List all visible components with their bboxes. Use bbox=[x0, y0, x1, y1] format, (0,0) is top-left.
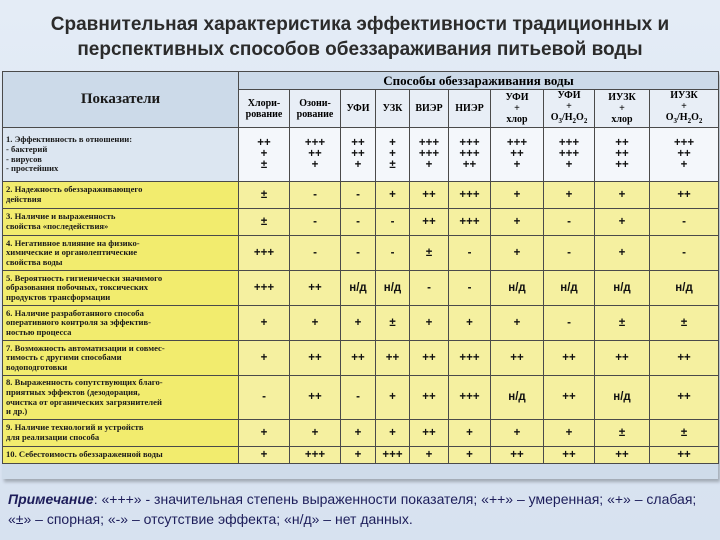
table-row bbox=[3, 236, 719, 271]
column-header-line: хлор bbox=[506, 114, 528, 125]
rating-cell: ++ bbox=[595, 341, 650, 376]
rating-cell: ++ ++ + bbox=[341, 128, 376, 182]
rating-cell: +++ ++ + bbox=[650, 128, 719, 182]
rating-cell: н/д bbox=[376, 271, 410, 306]
rating-cell: +++ ++ + bbox=[290, 128, 341, 182]
rating-cell: ++ bbox=[595, 447, 650, 464]
rating-cell: + bbox=[239, 447, 290, 464]
indicator-label: 2. Надежность обеззараживающего действия bbox=[3, 182, 239, 209]
rating-cell: - bbox=[290, 182, 341, 209]
rating-cell: - bbox=[341, 236, 376, 271]
rating-cell: +++ bbox=[449, 182, 491, 209]
rating-cell: н/д bbox=[544, 271, 595, 306]
rating-cell: ++ bbox=[650, 376, 719, 420]
rating-cell: +++ bbox=[376, 447, 410, 464]
column-header bbox=[239, 90, 290, 128]
table-row bbox=[3, 341, 719, 376]
rating-cell: - bbox=[239, 376, 290, 420]
title-line-1: Сравнительная характеристика эффективности традиционных и bbox=[50, 14, 670, 35]
rating-cell: + + ± bbox=[376, 128, 410, 182]
column-header-line: рование bbox=[296, 108, 334, 120]
rating-cell: - bbox=[544, 306, 595, 341]
table-row bbox=[3, 182, 719, 209]
rating-cell: +++ bbox=[449, 209, 491, 236]
rating-cell: +++ bbox=[290, 447, 341, 464]
rating-cell: ++ + ± bbox=[239, 128, 290, 182]
rating-cell: - bbox=[376, 236, 410, 271]
column-header-line: хлор bbox=[611, 114, 633, 125]
rating-cell: + bbox=[239, 341, 290, 376]
title-line-2: перспективных способов обеззараживания питьевой воды bbox=[77, 39, 643, 60]
rating-cell: ++ bbox=[341, 341, 376, 376]
column-header bbox=[341, 90, 376, 128]
rating-cell: +++ ++ + bbox=[491, 128, 544, 182]
rating-cell: ++ bbox=[544, 447, 595, 464]
table-row bbox=[3, 306, 719, 341]
column-header-line: НИЭР bbox=[455, 103, 484, 114]
rating-cell: ± bbox=[595, 306, 650, 341]
rating-cell: - bbox=[449, 236, 491, 271]
rating-cell: н/д bbox=[595, 271, 650, 306]
rating-cell: + bbox=[544, 420, 595, 447]
rating-cell: + bbox=[410, 306, 449, 341]
rating-cell: ++ bbox=[650, 341, 719, 376]
rating-cell: + bbox=[290, 420, 341, 447]
rating-cell: - bbox=[376, 209, 410, 236]
rating-cell: ± bbox=[376, 306, 410, 341]
methods-header: Способы обеззараживания воды bbox=[239, 72, 719, 90]
rating-cell: - bbox=[341, 376, 376, 420]
column-header-line: ИУЗК bbox=[670, 90, 698, 101]
rating-cell: ++ bbox=[410, 341, 449, 376]
column-header-line: ВИЭР bbox=[415, 103, 443, 114]
rating-cell: ++ bbox=[544, 376, 595, 420]
footnote-label: Примечание bbox=[8, 491, 94, 507]
table-row bbox=[3, 128, 719, 182]
column-header bbox=[290, 90, 341, 128]
comparison-table bbox=[2, 71, 719, 464]
column-header bbox=[595, 90, 650, 128]
rating-cell: +++ bbox=[239, 271, 290, 306]
rating-cell: ++ ++ ++ bbox=[595, 128, 650, 182]
rating-cell: ++ bbox=[491, 341, 544, 376]
rating-cell: + bbox=[449, 420, 491, 447]
rating-cell: - bbox=[341, 182, 376, 209]
rating-cell: - bbox=[544, 209, 595, 236]
column-header-line: УФИ bbox=[557, 90, 581, 101]
rating-cell: + bbox=[544, 182, 595, 209]
rating-cell: ++ bbox=[290, 341, 341, 376]
rating-cell: + bbox=[376, 420, 410, 447]
rating-cell: +++ +++ + bbox=[544, 128, 595, 182]
indicator-label: 4. Негативное влияние на физико- химические и органолептические свойства воды bbox=[3, 236, 239, 271]
column-header-line: + bbox=[619, 103, 625, 114]
rating-cell: ++ bbox=[410, 376, 449, 420]
rating-cell: ± bbox=[650, 420, 719, 447]
rating-cell: + bbox=[410, 447, 449, 464]
rating-cell: н/д bbox=[650, 271, 719, 306]
column-header-line: + bbox=[514, 103, 520, 114]
rating-cell: ++ bbox=[376, 341, 410, 376]
rating-cell: ± bbox=[239, 209, 290, 236]
rating-cell: +++ +++ ++ bbox=[449, 128, 491, 182]
rating-cell: + bbox=[239, 420, 290, 447]
rating-cell: - bbox=[650, 236, 719, 271]
column-header-line: + bbox=[566, 101, 572, 112]
column-header-line: УЗК bbox=[382, 103, 403, 114]
rating-cell: + bbox=[449, 447, 491, 464]
rating-cell: + bbox=[449, 306, 491, 341]
table-row bbox=[3, 447, 719, 464]
rating-cell: + bbox=[376, 182, 410, 209]
rating-cell: + bbox=[341, 306, 376, 341]
rating-cell: ++ bbox=[290, 376, 341, 420]
column-header-line: Озони- bbox=[299, 97, 331, 109]
rating-cell: - bbox=[341, 209, 376, 236]
rating-cell: + bbox=[341, 420, 376, 447]
rating-cell: - bbox=[290, 236, 341, 271]
column-header bbox=[650, 90, 719, 128]
rating-cell: + bbox=[595, 182, 650, 209]
rating-cell: ++ bbox=[650, 182, 719, 209]
column-header bbox=[410, 90, 449, 128]
rating-cell: ++ bbox=[410, 420, 449, 447]
rating-cell: +++ bbox=[449, 376, 491, 420]
rating-cell: + bbox=[491, 182, 544, 209]
rating-cell: н/д bbox=[491, 271, 544, 306]
indicator-label: 6. Наличие разработанного способа оперативного контроля за эффектив- ностью процесса bbox=[3, 306, 239, 341]
column-header bbox=[449, 90, 491, 128]
rating-cell: + bbox=[595, 236, 650, 271]
rating-cell: + bbox=[491, 420, 544, 447]
rating-cell: н/д bbox=[595, 376, 650, 420]
rating-cell: - bbox=[290, 209, 341, 236]
rating-cell: + bbox=[491, 209, 544, 236]
rating-cell: ± bbox=[410, 236, 449, 271]
indicator-label: 9. Наличие технологий и устройств для реализации способа bbox=[3, 420, 239, 447]
column-header-line: $O_3/H_2O_2$ bbox=[665, 112, 703, 125]
rating-cell: ± bbox=[650, 306, 719, 341]
column-header-line: Хлори- bbox=[247, 97, 281, 109]
column-header-line: УФИ bbox=[505, 92, 529, 103]
indicator-label: 1. Эффективность в отношении: - бактерий - вирусов - простейших bbox=[3, 128, 239, 182]
rating-cell: ± bbox=[595, 420, 650, 447]
rating-cell: - bbox=[410, 271, 449, 306]
rating-cell: +++ bbox=[239, 236, 290, 271]
rating-cell: +++ bbox=[449, 341, 491, 376]
rating-cell: н/д bbox=[491, 376, 544, 420]
column-header bbox=[491, 90, 544, 128]
column-header-line: рование bbox=[245, 108, 283, 120]
rating-cell: - bbox=[449, 271, 491, 306]
rating-cell: ++ bbox=[491, 447, 544, 464]
rating-cell: + bbox=[239, 306, 290, 341]
rating-cell: + bbox=[491, 236, 544, 271]
table-footnote bbox=[8, 489, 714, 529]
rating-cell: ++ bbox=[410, 182, 449, 209]
column-header bbox=[376, 90, 410, 128]
indicator-label: 3. Наличие и выраженность свойства «последействия» bbox=[3, 209, 239, 236]
indicator-label: 5. Вероятность гигиенически значимого образования побочных, токсических продуктов трансформации bbox=[3, 271, 239, 306]
table-row bbox=[3, 271, 719, 306]
column-header-line: УФИ bbox=[346, 103, 370, 114]
page-title bbox=[20, 12, 700, 62]
rating-cell: ± bbox=[239, 182, 290, 209]
column-header-line: $O_3/H_2O_2$ bbox=[550, 112, 588, 125]
rating-cell: + bbox=[290, 306, 341, 341]
table-row bbox=[3, 209, 719, 236]
indicator-label: 8. Выраженность сопутствующих благо- приятных эффектов (дезодорация, очистка от органических загрязнителей и др.) bbox=[3, 376, 239, 420]
rating-cell: ++ bbox=[410, 209, 449, 236]
rating-cell: + bbox=[376, 376, 410, 420]
column-header bbox=[544, 90, 595, 128]
rating-cell: - bbox=[544, 236, 595, 271]
rating-cell: + bbox=[341, 447, 376, 464]
column-header-line: + bbox=[681, 101, 687, 112]
rating-cell: н/д bbox=[341, 271, 376, 306]
rating-cell: ++ bbox=[290, 271, 341, 306]
rating-cell: ++ bbox=[650, 447, 719, 464]
indicators-header: Показатели bbox=[3, 72, 239, 128]
rating-cell: + bbox=[595, 209, 650, 236]
rating-cell: ++ bbox=[544, 341, 595, 376]
rating-cell: - bbox=[650, 209, 719, 236]
indicator-label: 10. Себестоимость обеззараженной воды bbox=[3, 447, 239, 464]
table-row bbox=[3, 376, 719, 420]
rating-cell: + bbox=[491, 306, 544, 341]
indicator-label: 7. Возможность автоматизации и совмес- тимость с другими способами водоподготовки bbox=[3, 341, 239, 376]
column-header-line: ИУЗК bbox=[608, 92, 636, 103]
footnote-text: : «+++» - значительная степень выраженности показателя; «++» – умеренная; «+» – слабая; «±» – спорная; «-» – отсутствие эффекта; «н/д» – нет данных. bbox=[8, 491, 697, 527]
rating-cell: +++ +++ + bbox=[410, 128, 449, 182]
comparison-table-container bbox=[2, 71, 718, 479]
table-row bbox=[3, 420, 719, 447]
